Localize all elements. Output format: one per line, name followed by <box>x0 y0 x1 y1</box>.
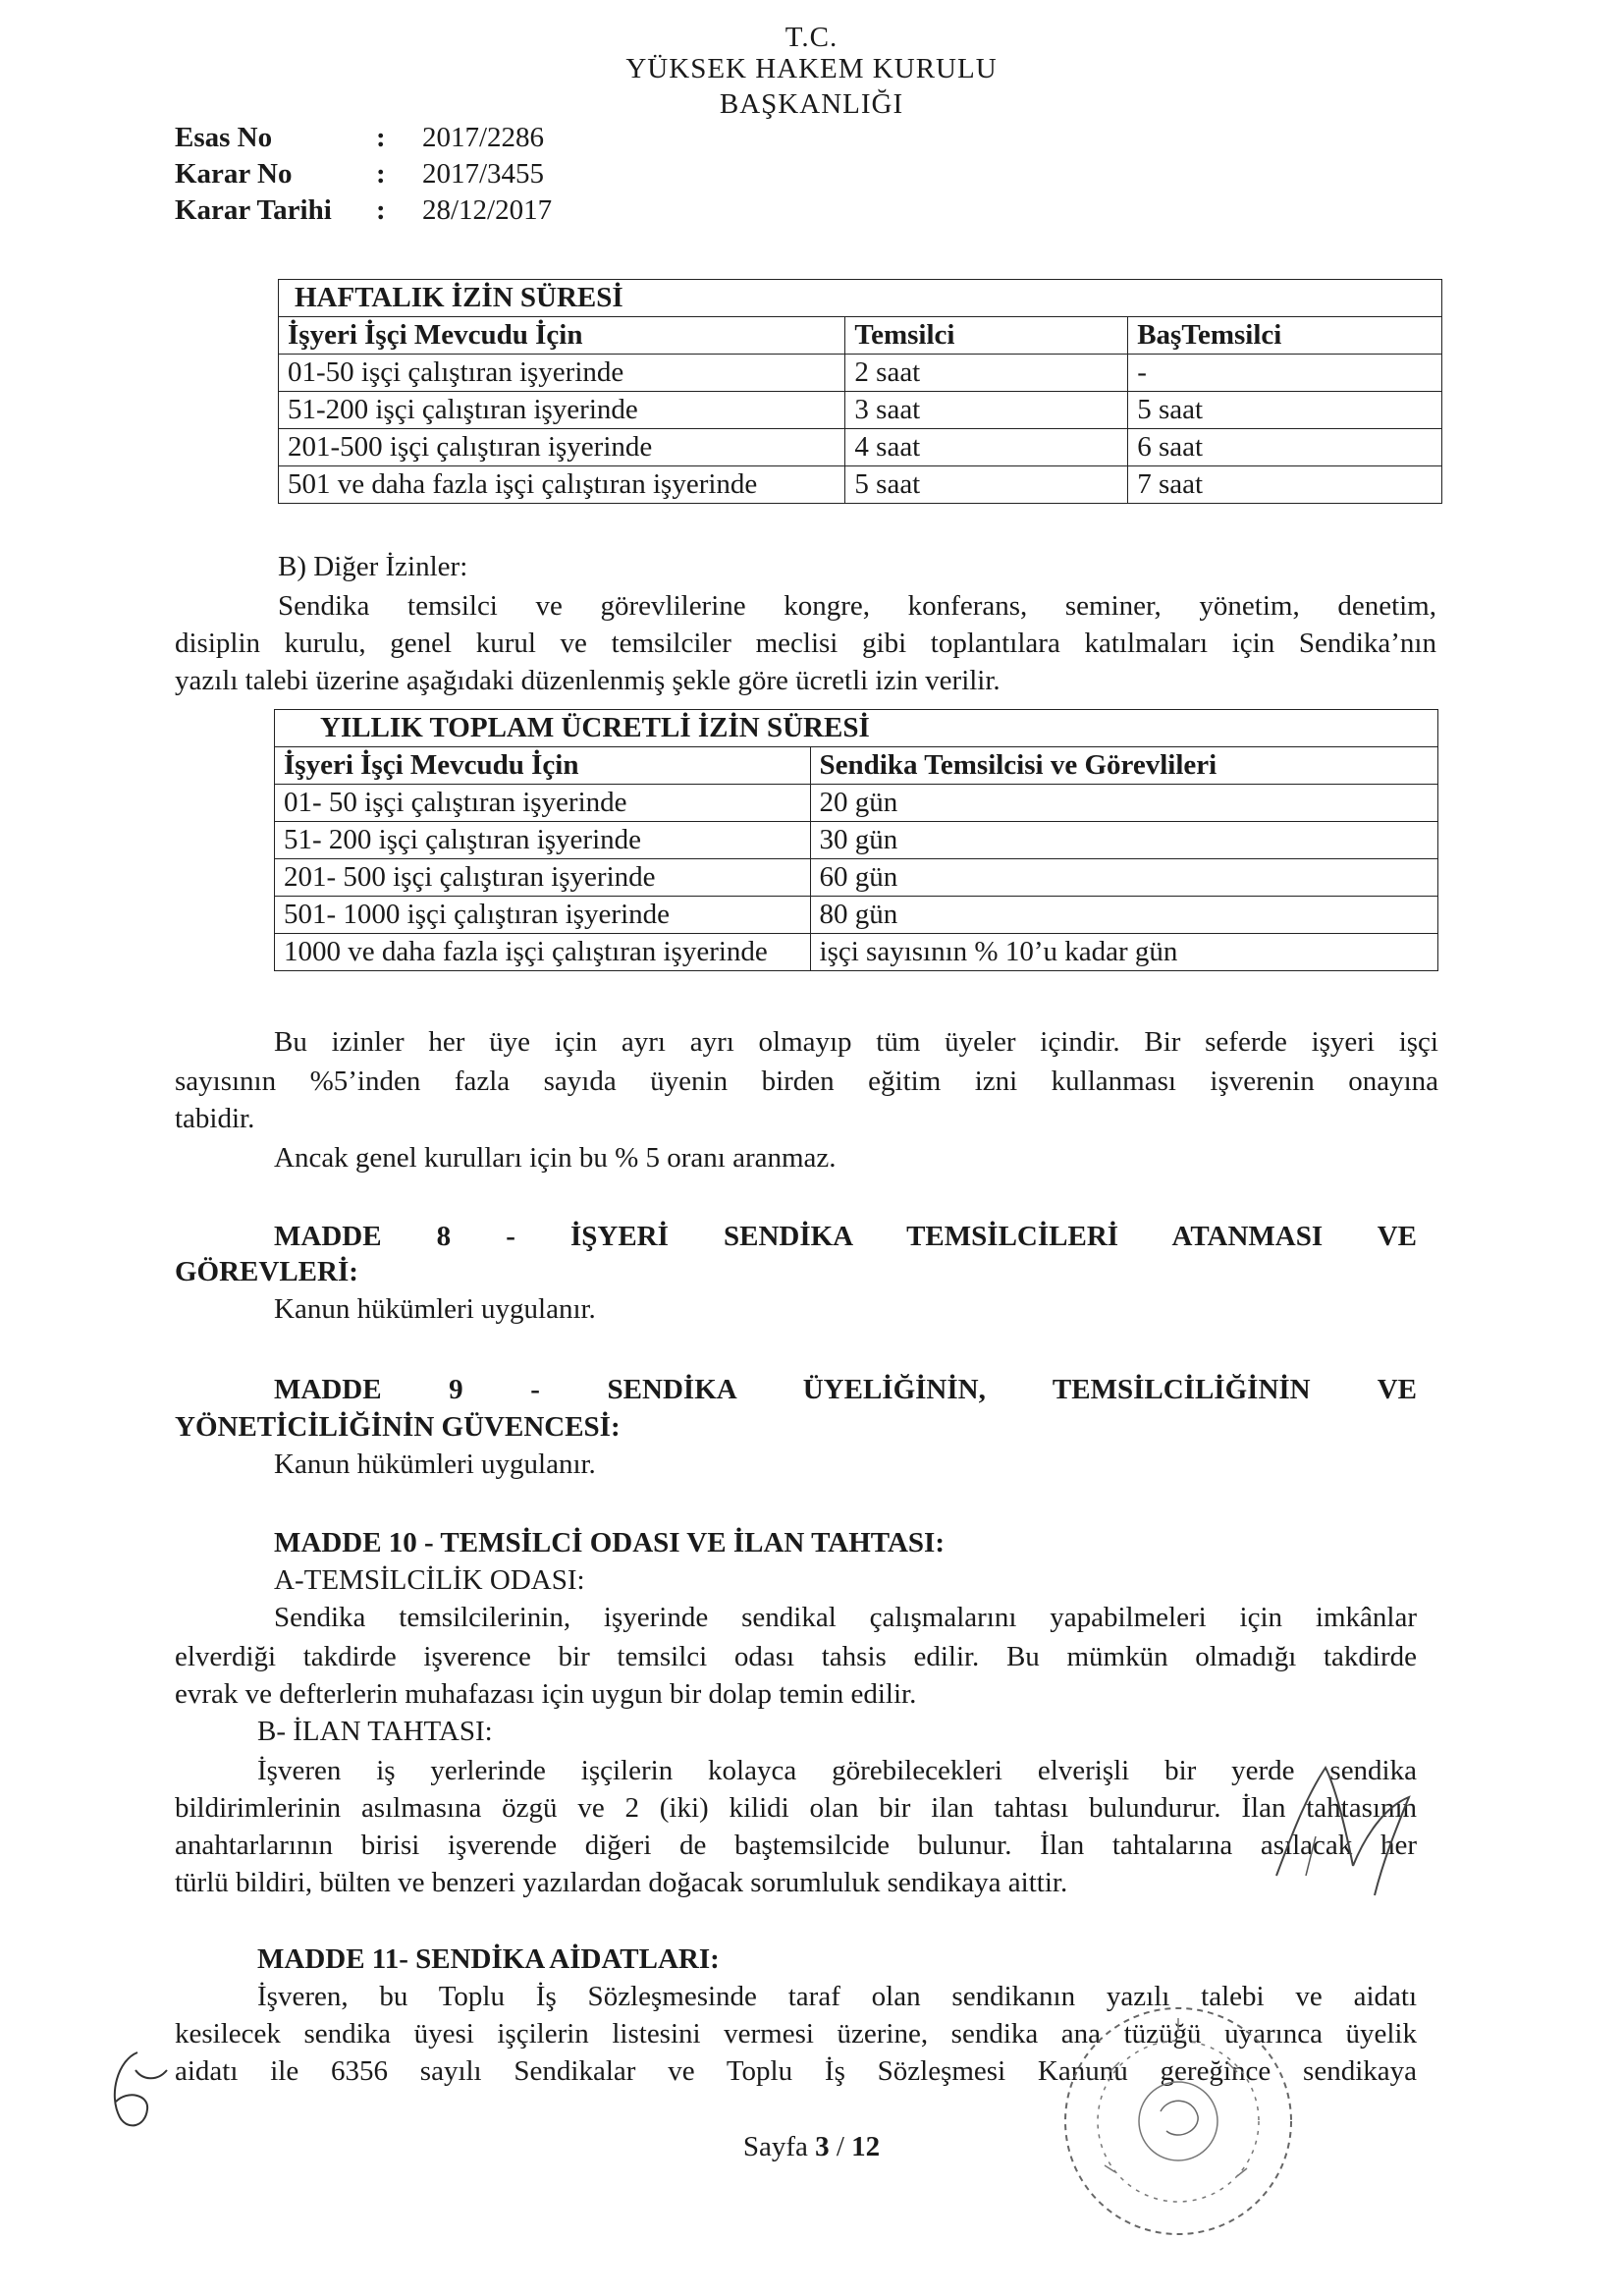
table-cell: 501 ve daha fazla işçi çalıştıran işyerinde <box>279 466 845 504</box>
page-prefix: Sayfa <box>742 2131 816 2162</box>
table-header: Temsilci <box>845 317 1128 355</box>
table-row <box>279 429 1442 466</box>
meta-key: Karar No <box>175 158 293 190</box>
meta-karar-no <box>175 158 617 193</box>
table-cell: 6 saat <box>1128 429 1442 466</box>
madde-8-heading-cont: GÖREVLERİ: <box>175 1256 358 1287</box>
madde-9-body: Kanun hükümleri uygulanır. <box>274 1449 596 1480</box>
section-b-line: Sendika temsilci ve görevlilerine kongre, konferans, seminer, yönetim, denetim, <box>278 590 1436 622</box>
madde-10-heading: MADDE 10 - TEMSİLCİ ODASI VE İLAN TAHTASI: <box>274 1527 945 1558</box>
madde-9-heading-cont: YÖNETİCİLİĞİNİN GÜVENCESİ: <box>175 1411 621 1443</box>
table-header: İşyeri İşçi Mevcudu İçin <box>275 747 811 785</box>
madde-11-line: kesilecek sendika üyesi işçilerin listesini vermesi üzerine, sendika ana tüzüğü uyarınca üyelik <box>175 2018 1417 2050</box>
table-cell: işçi sayısının % 10’u kadar gün <box>810 934 1437 971</box>
section-b-line: disiplin kurulu, genel kurul ve temsilciler meclisi gibi toplantılara katılmaları için Sendika’nın <box>175 628 1436 659</box>
madde-10-a-line: Sendika temsilcilerinin, işyerinde sendikal çalışmalarını yapabilmeleri için imkânlar <box>274 1602 1417 1633</box>
table-cell: 4 saat <box>845 429 1128 466</box>
madde-11-heading: MADDE 11- SENDİKA AİDATLARI: <box>257 1943 720 1975</box>
table-cell: 01- 50 işçi çalıştıran işyerinde <box>275 785 811 822</box>
meta-value: 2017/3455 <box>422 158 545 190</box>
page-number <box>0 2131 1623 2163</box>
signature-icon <box>1237 1728 1434 1915</box>
table-row <box>275 934 1438 971</box>
meta-sep: : <box>376 122 386 153</box>
table-cell: 5 saat <box>845 466 1128 504</box>
page-sep: / <box>829 2131 852 2162</box>
table-cell: 20 gün <box>810 785 1437 822</box>
meta-value: 28/12/2017 <box>422 194 553 226</box>
madde-9-heading: MADDE 9 - SENDİKA ÜYELİĞİNİN, TEMSİLCİLİĞİNİN VE <box>274 1374 1417 1405</box>
table-cell: 1000 ve daha fazla işçi çalıştıran işyerinde <box>275 934 811 971</box>
handwritten-initial-icon <box>98 2041 177 2149</box>
madde-10-b-line: İşveren iş yerlerinde işçilerin kolayca görebilecekleri elverişli bir yerde sendika <box>257 1755 1417 1786</box>
table-header: Sendika Temsilcisi ve Görevlileri <box>810 747 1437 785</box>
table-header: BaşTemsilci <box>1128 317 1442 355</box>
seal-stamp-icon <box>1051 1994 1306 2249</box>
table-cell: 201-500 işçi çalıştıran işyerinde <box>279 429 845 466</box>
table-row <box>275 822 1438 859</box>
meta-value: 2017/2286 <box>422 122 545 153</box>
meta-sep: : <box>376 194 386 226</box>
madde-10-b-line: türlü bildiri, bülten ve benzeri yazılardan doğacak sorumluluk sendikaya aittir. <box>175 1867 1068 1898</box>
table-cell: 3 saat <box>845 392 1128 429</box>
meta-sep: : <box>376 158 386 190</box>
table-row <box>279 355 1442 392</box>
table-row <box>275 897 1438 934</box>
page-current: 3 <box>815 2131 830 2162</box>
madde-8-body: Kanun hükümleri uygulanır. <box>274 1293 596 1325</box>
table-cell: 80 gün <box>810 897 1437 934</box>
leave-note-line: sayısının %5’inden fazla sayıda üyenin birden eğitim izni kullanması işverenin onayına <box>175 1066 1438 1097</box>
table-cell: 5 saat <box>1128 392 1442 429</box>
madde-11-line: aidatı ile 6356 sayılı Sendikalar ve Toplu İş Sözleşmesi Kanunu gereğince sendikaya <box>175 2055 1417 2087</box>
meta-esas-no <box>175 122 617 157</box>
madde-11-line: İşveren, bu Toplu İş Sözleşmesinde taraf olan sendikanın yazılı talebi ve aidatı <box>257 1981 1417 2012</box>
madde-10-a-line: evrak ve defterlerin muhafazası için uygun bir dolap temin edilir. <box>175 1678 917 1710</box>
header-institution: YÜKSEK HAKEM KURULU <box>625 53 998 84</box>
section-b-title: B) Diğer İzinler: <box>278 551 468 582</box>
madde-10-sub-a: A-TEMSİLCİLİK ODASI: <box>274 1564 585 1596</box>
madde-8-heading: MADDE 8 - İŞYERİ SENDİKA TEMSİLCİLERİ ATANMASI VE <box>274 1221 1417 1252</box>
meta-key: Karar Tarihi <box>175 194 332 226</box>
header-tc: T.C. <box>784 22 839 53</box>
annual-paid-leave-table <box>274 709 1438 971</box>
weekly-leave-table <box>278 279 1442 504</box>
table-cell: 30 gün <box>810 822 1437 859</box>
table-cell: 01-50 işçi çalıştıran işyerinde <box>279 355 845 392</box>
table-row <box>275 859 1438 897</box>
table-header: İşyeri İşçi Mevcudu İçin <box>279 317 845 355</box>
madde-10-a-line: elverdiği takdirde işverence bir temsilci odası tahsis edilir. Bu mümkün olmadığı takdirde <box>175 1641 1417 1672</box>
header-presidency: BAŞKANLIĞI <box>719 88 904 120</box>
table-cell: 201- 500 işçi çalıştıran işyerinde <box>275 859 811 897</box>
table-cell: - <box>1128 355 1442 392</box>
section-b-line: yazılı talebi üzerine aşağıdaki düzenlenmiş şekle göre ücretli izin verilir. <box>175 665 1001 696</box>
table-cell: 2 saat <box>845 355 1128 392</box>
leave-note-line: Bu izinler her üye için ayrı ayrı olmayıp tüm üyeler içindir. Bir seferde işyeri işçi <box>274 1026 1438 1058</box>
table-row <box>279 392 1442 429</box>
madde-10-b-line: anahtarlarının birisi işverende diğeri de baştemsilcide bulunur. İlan tahtalarına asılacak her <box>175 1830 1417 1861</box>
table-row <box>279 466 1442 504</box>
table-title: HAFTALIK İZİN SÜRESİ <box>279 280 1442 317</box>
table-row <box>275 785 1438 822</box>
table-cell: 51-200 işçi çalıştıran işyerinde <box>279 392 845 429</box>
meta-key: Esas No <box>175 122 273 153</box>
madde-10-sub-b: B- İLAN TAHTASI: <box>257 1716 493 1747</box>
meta-karar-tarihi <box>175 194 617 230</box>
page-total: 12 <box>851 2131 881 2162</box>
table-title: YILLIK TOPLAM ÜCRETLİ İZİN SÜRESİ <box>275 710 1438 747</box>
table-cell: 501- 1000 işçi çalıştıran işyerinde <box>275 897 811 934</box>
table-cell: 7 saat <box>1128 466 1442 504</box>
madde-10-b-line: bildirimlerinin asılmasına özgü ve 2 (iki) kilidi olan bir ilan tahtası bulundurur. İlan tahtasının <box>175 1792 1417 1824</box>
general-assembly-note: Ancak genel kurulları için bu % 5 oranı aranmaz. <box>274 1142 837 1174</box>
table-cell: 51- 200 işçi çalıştıran işyerinde <box>275 822 811 859</box>
leave-note-line: tabidir. <box>175 1103 255 1134</box>
table-cell: 60 gün <box>810 859 1437 897</box>
